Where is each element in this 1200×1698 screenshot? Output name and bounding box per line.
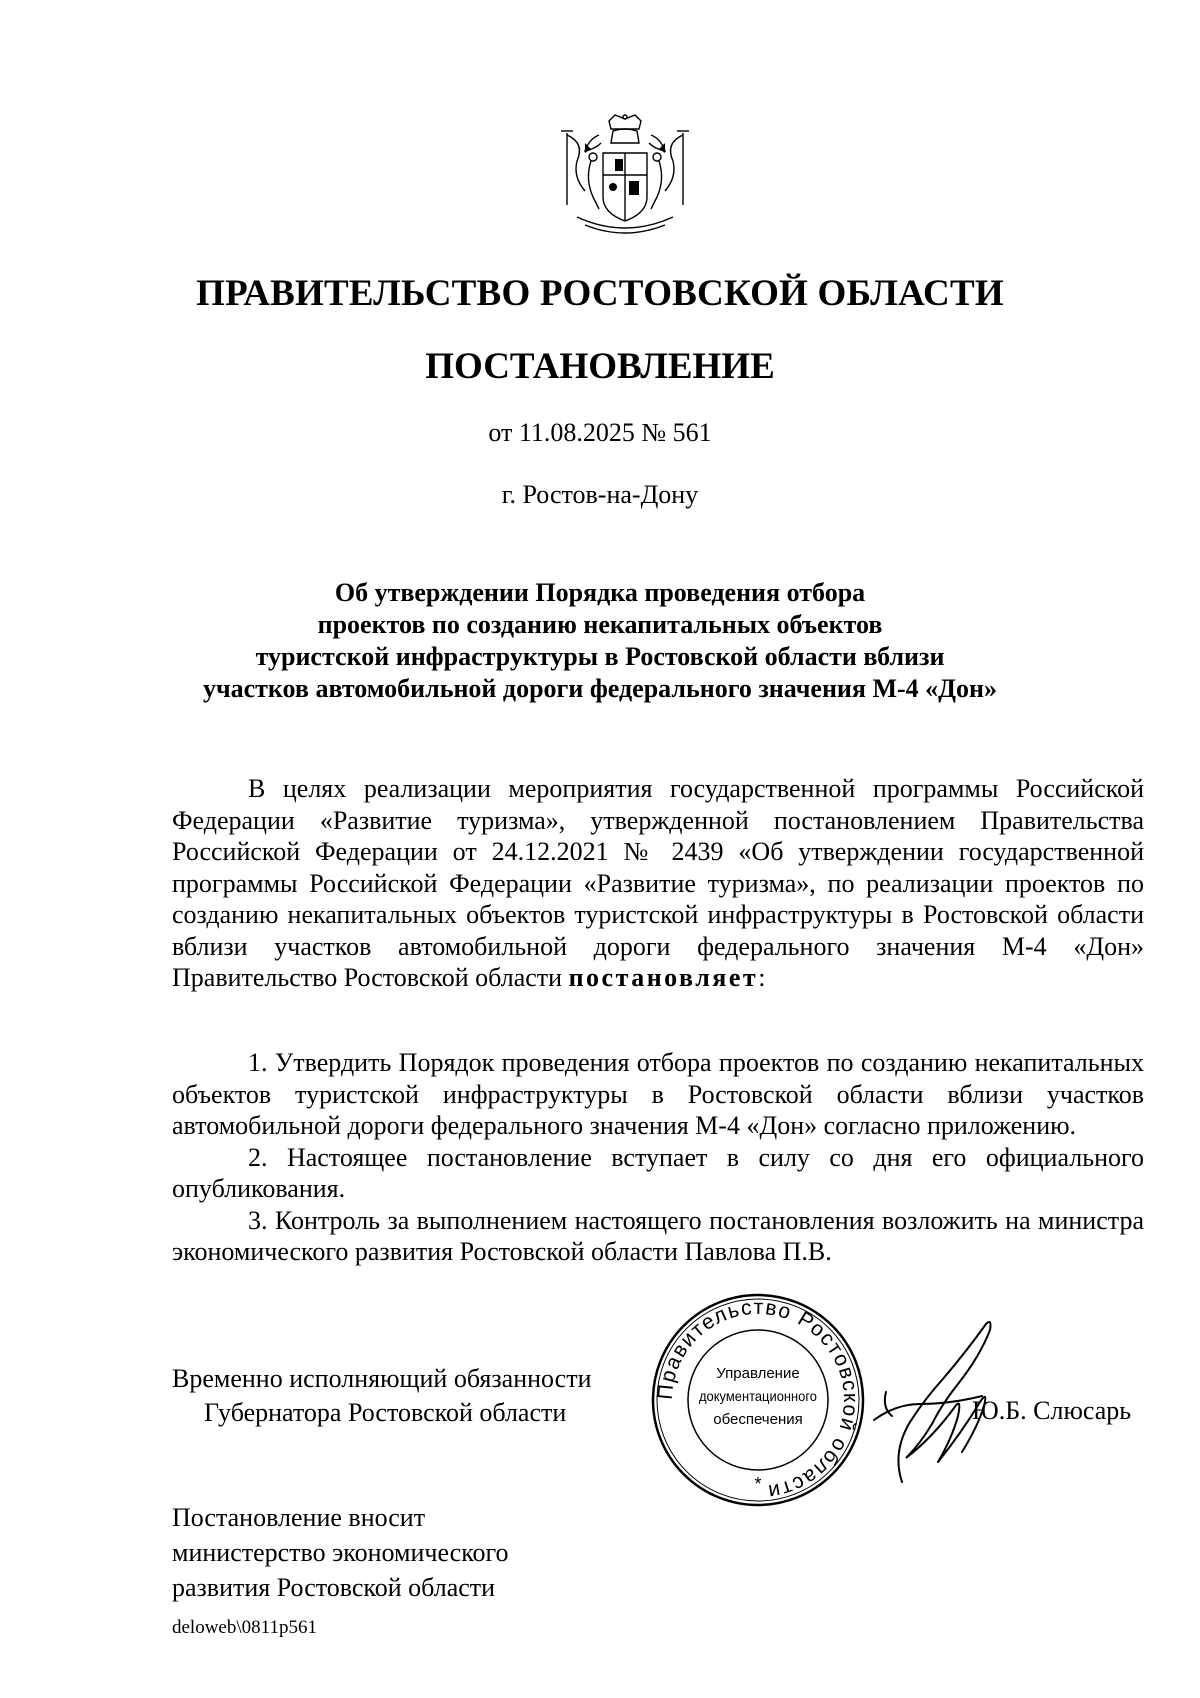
stamp-star: * xyxy=(754,1474,762,1494)
title-line: Об утверждении Порядка проведения отбора xyxy=(334,578,866,607)
position-line-2: Губернатора Ростовской области xyxy=(204,1398,567,1427)
resolves-word: постановляет xyxy=(568,963,759,992)
preamble-text: В целях реализации мероприятия государственной программы Российской Федерации «Развитие туризма», утвержденной постановлением Правительства Российской Федерации от 24.12.2021 № 2439 «Об утверждении государственной программы Российской Федерации «Развитие туризма», по реализации проектов по созданию некапитальных объектов туристской инфраструктуры в Ростовской области вблизи участков автомобильной дороги федерального значения М-4 «Дон» Правительство Ростовской области xyxy=(172,774,1144,992)
signatory-position xyxy=(172,1362,592,1430)
city: г. Ростов-на-Дону xyxy=(501,480,699,509)
note-line: министерство экономического xyxy=(172,1538,509,1567)
file-reference: deloweb\0811p561 xyxy=(172,1617,317,1638)
stamp-ring-text: Правительство Ростовской области xyxy=(653,1295,863,1504)
document-type: ПОСТАНОВЛЕНИЕ xyxy=(425,346,775,387)
title-line: участков автомобильной дороги федерального значения М-4 «Дон» xyxy=(202,674,998,703)
coat-of-arms-emblem xyxy=(555,113,695,241)
title-line: туристской инфраструктуры в Ростовской области вблизи xyxy=(255,642,945,671)
item-3: 3. Контроль за выполнением настоящего постановления возложить на министра экономического развития Ростовской области Павлова П.В. xyxy=(172,1205,1144,1266)
resolution-items xyxy=(172,1047,1144,1268)
stamp-inner-line-3: обеспечения xyxy=(713,1411,803,1428)
official-stamp xyxy=(648,1290,868,1510)
item-2: 2. Настоящее постановление вступает в силу со дня его официального опубликования. xyxy=(172,1142,1144,1203)
document-title xyxy=(0,577,1200,705)
note-line: развития Ростовской области xyxy=(172,1573,496,1602)
organization-name: ПРАВИТЕЛЬСТВО РОСТОВСКОЙ ОБЛАСТИ xyxy=(196,273,1004,314)
title-line: проектов по созданию некапитальных объектов xyxy=(317,610,883,639)
item-1: 1. Утвердить Порядок проведения отбора проектов по созданию некапитальных объектов туристской инфраструктуры в Ростовской области вблизи участков автомобильной дороги федерального значения М-4 «Дон» согласно приложению. xyxy=(172,1048,1144,1140)
signatory-name: Ю.Б. Слюсарь xyxy=(972,1396,1132,1425)
stamp-inner-line-2: документационного xyxy=(699,1388,818,1404)
note-line: Постановление вносит xyxy=(172,1503,426,1532)
stamp-inner-line-1: Управление xyxy=(716,1365,800,1382)
preamble-colon: : xyxy=(758,963,766,992)
submitted-by-note xyxy=(172,1500,509,1605)
preamble-paragraph xyxy=(172,773,1144,994)
date-number: от 11.08.2025 № 561 xyxy=(488,418,712,447)
position-line-1: Временно исполняющий обязанности xyxy=(172,1364,592,1393)
